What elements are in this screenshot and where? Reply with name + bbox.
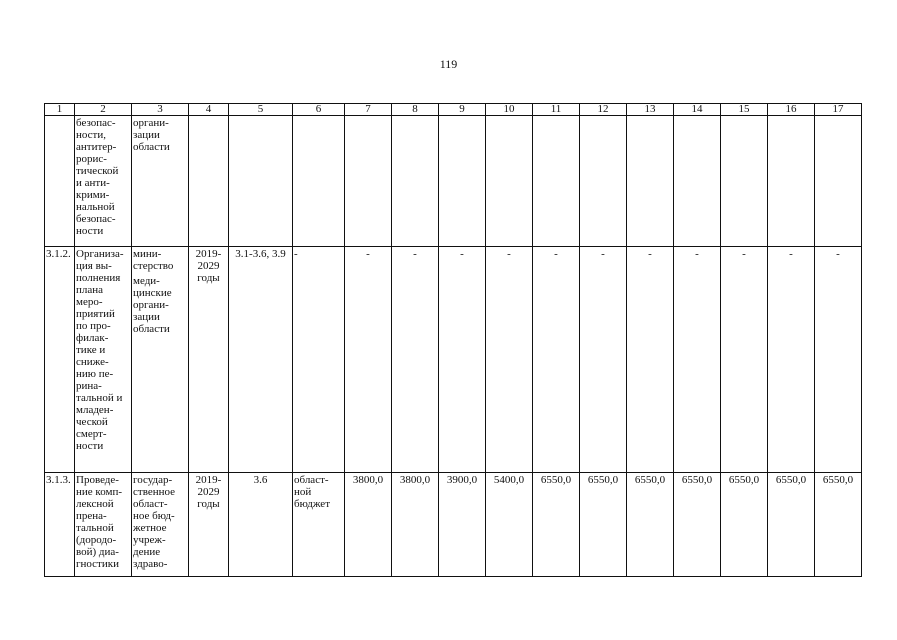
column-header: 13 bbox=[627, 104, 674, 116]
cell-text-line: 6550,0 bbox=[775, 474, 807, 486]
cell-text-line: приятий bbox=[76, 308, 115, 320]
cell-text-line: органи- bbox=[133, 117, 169, 129]
cell-text-line: 6550,0 bbox=[728, 474, 760, 486]
cell-text-line: ческой bbox=[76, 416, 108, 428]
table-cell bbox=[45, 116, 75, 247]
column-header: 8 bbox=[392, 104, 439, 116]
table-cell bbox=[627, 247, 674, 473]
cell-text-line: - bbox=[366, 248, 370, 260]
column-header: 5 bbox=[229, 104, 293, 116]
cell-text-line: 6550,0 bbox=[634, 474, 666, 486]
table-cell bbox=[486, 116, 533, 247]
table-cell bbox=[815, 247, 862, 473]
cell-text-line: по про- bbox=[76, 320, 111, 332]
column-header: 3 bbox=[132, 104, 189, 116]
cell-text-line: 2029 bbox=[197, 260, 220, 272]
cell-text-line: младен- bbox=[76, 404, 114, 416]
cell-text-line: 3.1.3. bbox=[46, 474, 71, 486]
table-cell bbox=[674, 473, 721, 577]
column-header: 2 bbox=[75, 104, 132, 116]
cell-text-line: - bbox=[554, 248, 558, 260]
column-header: 15 bbox=[721, 104, 768, 116]
table-cell bbox=[674, 116, 721, 247]
cell-text-line: ственное bbox=[133, 486, 175, 498]
table-cell bbox=[75, 247, 132, 473]
cell-text-line: 3900,0 bbox=[446, 474, 478, 486]
column-header: 16 bbox=[768, 104, 815, 116]
cell-text-line: стерство bbox=[133, 260, 174, 272]
cell-text-line: плана bbox=[76, 284, 104, 296]
cell-text-line: - bbox=[601, 248, 605, 260]
cell-text-line: лексной bbox=[76, 498, 114, 510]
table-cell bbox=[580, 473, 627, 577]
cell-text-line: - bbox=[648, 248, 652, 260]
table-cell bbox=[229, 473, 293, 577]
table-cell bbox=[439, 473, 486, 577]
cell-text-line: меро- bbox=[76, 296, 103, 308]
cell-text-line: - bbox=[460, 248, 464, 260]
cell-text-line: - bbox=[836, 248, 840, 260]
table-cell bbox=[439, 116, 486, 247]
table-cell bbox=[293, 116, 345, 247]
cell-text-line: - bbox=[695, 248, 699, 260]
table-cell bbox=[293, 247, 345, 473]
cell-text-line: филак- bbox=[76, 332, 109, 344]
table-cell bbox=[345, 473, 392, 577]
table-cell bbox=[45, 473, 75, 577]
cell-text-line: ности bbox=[76, 225, 104, 237]
cell-text-line: меди- bbox=[133, 275, 160, 287]
cell-text-line: полнения bbox=[76, 272, 121, 284]
cell-text-line: - bbox=[294, 248, 298, 260]
table-cell bbox=[721, 116, 768, 247]
table-cell bbox=[627, 116, 674, 247]
cell-text-line: 3.1.2. bbox=[46, 248, 71, 260]
column-header: 9 bbox=[439, 104, 486, 116]
table-cell bbox=[721, 247, 768, 473]
cell-text-line: безопас- bbox=[76, 213, 116, 225]
cell-text-line: смерт- bbox=[76, 428, 107, 440]
cell-text-line: гностики bbox=[76, 558, 119, 570]
cell-text-line: и анти- bbox=[76, 177, 110, 189]
cell-text-line: ние комп- bbox=[76, 486, 122, 498]
cell-text-line: мини- bbox=[133, 248, 162, 260]
cell-text-line: (дородо- bbox=[76, 534, 117, 546]
cell-text-line: ности, bbox=[76, 129, 106, 141]
cell-text-line: Организа- bbox=[76, 248, 124, 260]
table-cell bbox=[132, 116, 189, 247]
cell-text-line: 3.1-3.6, 3.9 bbox=[235, 248, 286, 260]
table-cell bbox=[533, 247, 580, 473]
table-cell bbox=[392, 473, 439, 577]
cell-text-line: государ- bbox=[133, 474, 173, 486]
table-cell bbox=[345, 116, 392, 247]
table-cell bbox=[132, 473, 189, 577]
table-cell bbox=[721, 473, 768, 577]
table-row bbox=[45, 473, 862, 577]
cell-text-line: - bbox=[742, 248, 746, 260]
cell-text-line: рина- bbox=[76, 380, 102, 392]
cell-text-line: - bbox=[507, 248, 511, 260]
table-cell bbox=[486, 473, 533, 577]
cell-text-line: органи- bbox=[133, 299, 169, 311]
table-cell bbox=[580, 116, 627, 247]
cell-text-line: безопас- bbox=[76, 117, 116, 129]
table-cell bbox=[580, 247, 627, 473]
cell-text-line: 3.6 bbox=[253, 474, 268, 486]
cell-text-line: ное бюд- bbox=[133, 510, 175, 522]
cell-text-line: 6550,0 bbox=[681, 474, 713, 486]
cell-text-line: жетное bbox=[133, 522, 167, 534]
table-cell bbox=[392, 247, 439, 473]
cell-text-line: области bbox=[133, 141, 170, 153]
cell-text-line: вой) диа- bbox=[76, 546, 119, 558]
column-header: 12 bbox=[580, 104, 627, 116]
cell-text-line: тальной и bbox=[76, 392, 123, 404]
cell-text-line: 5400,0 bbox=[493, 474, 525, 486]
cell-text-line: ной bbox=[294, 486, 312, 498]
table-row bbox=[45, 116, 862, 247]
cell-text-line: 3800,0 bbox=[399, 474, 431, 486]
cell-text-line: тической bbox=[76, 165, 119, 177]
column-header: 17 bbox=[815, 104, 862, 116]
column-header: 10 bbox=[486, 104, 533, 116]
table-cell bbox=[768, 116, 815, 247]
cell-text-line: зации bbox=[133, 311, 160, 323]
cell-text-line: - bbox=[413, 248, 417, 260]
cell-text-line: зации bbox=[133, 129, 160, 141]
table-cell bbox=[439, 247, 486, 473]
cell-text-line: годы bbox=[197, 272, 220, 284]
cell-text-line: 2029 bbox=[197, 486, 220, 498]
table-cell bbox=[132, 247, 189, 473]
cell-text-line: крими- bbox=[76, 189, 110, 201]
cell-text-line: дение bbox=[133, 546, 161, 558]
table-cell bbox=[674, 247, 721, 473]
table-cell bbox=[189, 247, 229, 473]
cell-text-line: антитер- bbox=[76, 141, 117, 153]
column-header: 7 bbox=[345, 104, 392, 116]
cell-text-line: ности bbox=[76, 440, 104, 452]
column-header: 14 bbox=[674, 104, 721, 116]
cell-text-line: прена- bbox=[76, 510, 107, 522]
cell-text-line: 6550,0 bbox=[587, 474, 619, 486]
table-cell bbox=[75, 473, 132, 577]
cell-text-line: 3800,0 bbox=[352, 474, 384, 486]
table-cell bbox=[533, 473, 580, 577]
cell-text-line: нальной bbox=[76, 201, 115, 213]
cell-text-line: нию пе- bbox=[76, 368, 114, 380]
table-cell bbox=[75, 116, 132, 247]
cell-text-line: 6550,0 bbox=[822, 474, 854, 486]
cell-text-line: сниже- bbox=[76, 356, 109, 368]
table-cell bbox=[533, 116, 580, 247]
cell-text-line: тике и bbox=[76, 344, 106, 356]
cell-text-line: Проведе- bbox=[76, 474, 119, 486]
table-cell bbox=[229, 116, 293, 247]
table-cell bbox=[815, 116, 862, 247]
table-row bbox=[45, 247, 862, 473]
cell-text-line: 6550,0 bbox=[540, 474, 572, 486]
table-cell bbox=[45, 247, 75, 473]
cell-text-line: област- bbox=[133, 498, 168, 510]
cell-text-line: бюджет bbox=[294, 498, 330, 510]
cell-text-line: тальной bbox=[76, 522, 114, 534]
cell-text-line: 2019- bbox=[195, 248, 222, 260]
cell-text-line: ция вы- bbox=[76, 260, 112, 272]
cell-text-line: годы bbox=[197, 498, 220, 510]
table-cell bbox=[229, 247, 293, 473]
cell-text-line: области bbox=[133, 323, 170, 335]
table-cell bbox=[345, 247, 392, 473]
column-header: 11 bbox=[533, 104, 580, 116]
page-number: 119 bbox=[439, 57, 458, 71]
table-cell bbox=[189, 473, 229, 577]
header-row bbox=[45, 104, 862, 116]
cell-text-line: област- bbox=[294, 474, 329, 486]
cell-text-line: рорис- bbox=[76, 153, 107, 165]
table-cell bbox=[392, 116, 439, 247]
table-cell bbox=[486, 247, 533, 473]
column-header: 1 bbox=[45, 104, 75, 116]
cell-text-line: учреж- bbox=[133, 534, 166, 546]
table-cell bbox=[768, 473, 815, 577]
table-cell bbox=[293, 473, 345, 577]
cell-text-line: здраво- bbox=[133, 558, 168, 570]
column-header: 4 bbox=[189, 104, 229, 116]
cell-text-line: - bbox=[789, 248, 793, 260]
table-cell bbox=[768, 247, 815, 473]
cell-text-line: цинские bbox=[133, 287, 172, 299]
data-table bbox=[44, 103, 862, 577]
table-cell bbox=[815, 473, 862, 577]
table-cell bbox=[189, 116, 229, 247]
column-header: 6 bbox=[293, 104, 345, 116]
cell-text-line: 2019- bbox=[195, 474, 222, 486]
table-cell bbox=[627, 473, 674, 577]
